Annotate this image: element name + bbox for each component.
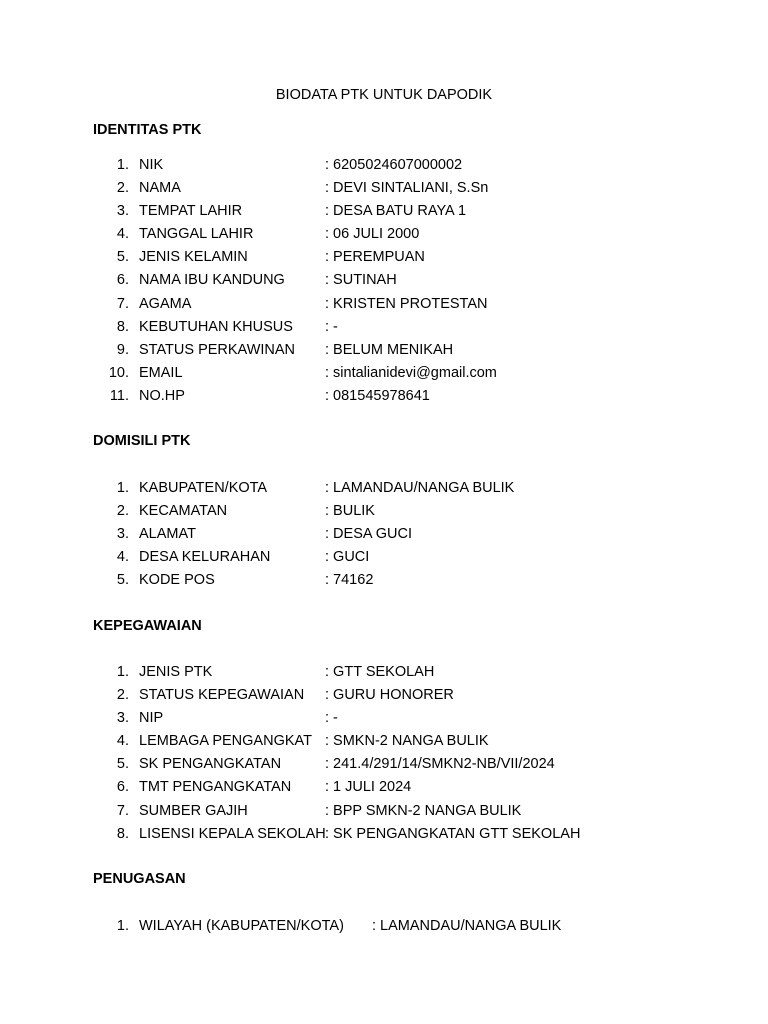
kepegawaian-list bbox=[0, 664, 768, 849]
item-label: ALAMAT bbox=[139, 526, 196, 543]
item-label: SK PENGANGKATAN bbox=[139, 756, 282, 773]
section-heading-identitas: IDENTITAS PTK bbox=[93, 122, 202, 138]
item-value: : BULIK bbox=[325, 503, 375, 520]
item-value: : 6205024607000002 bbox=[325, 157, 463, 173]
item-number: 4. bbox=[116, 549, 129, 566]
item-value: : SMKN-2 NANGA BULIK bbox=[325, 733, 489, 750]
list-item bbox=[0, 756, 768, 779]
list-item bbox=[0, 319, 768, 342]
item-label: WILAYAH (KABUPATEN/KOTA) bbox=[139, 918, 344, 934]
list-item bbox=[0, 388, 768, 411]
item-number: 11. bbox=[109, 387, 129, 404]
item-number: 1. bbox=[116, 480, 129, 496]
item-value: : SK PENGANGKATAN GTT SEKOLAH bbox=[325, 825, 581, 842]
item-label: AGAMA bbox=[139, 295, 192, 312]
item-label: NIP bbox=[139, 710, 164, 727]
item-number: 7. bbox=[116, 802, 129, 819]
item-label: TANGGAL LAHIR bbox=[139, 226, 254, 243]
item-number: 1. bbox=[116, 157, 129, 173]
item-number: 8. bbox=[116, 318, 129, 335]
item-label: STATUS PERKAWINAN bbox=[139, 341, 296, 358]
item-value: : KRISTEN PROTESTAN bbox=[325, 295, 488, 312]
item-number: 4. bbox=[116, 226, 129, 243]
item-number: 8. bbox=[116, 825, 129, 842]
list-item bbox=[0, 826, 768, 849]
list-item bbox=[0, 157, 768, 180]
list-item bbox=[0, 664, 768, 687]
item-number: 5. bbox=[116, 756, 129, 773]
list-item bbox=[0, 342, 768, 365]
item-label: NAMA bbox=[139, 180, 181, 197]
item-number: 3. bbox=[116, 526, 129, 543]
item-number: 7. bbox=[116, 295, 129, 312]
item-label: KABUPATEN/KOTA bbox=[139, 480, 268, 496]
item-label: STATUS KEPEGAWAIAN bbox=[139, 687, 305, 704]
item-value: : PEREMPUAN bbox=[325, 249, 425, 266]
list-item bbox=[0, 180, 768, 203]
item-number: 5. bbox=[116, 249, 129, 266]
item-value: : DESA GUCI bbox=[325, 526, 413, 543]
item-value: : 74162 bbox=[325, 572, 374, 589]
item-value: : BELUM MENIKAH bbox=[325, 341, 454, 358]
item-label: KODE POS bbox=[139, 572, 215, 589]
item-label: EMAIL bbox=[139, 364, 183, 381]
section-heading-penugasan: PENUGASAN bbox=[93, 871, 186, 887]
item-number: 5. bbox=[116, 572, 129, 589]
section-heading-kepegawaian: KEPEGAWAIAN bbox=[93, 618, 202, 634]
list-item bbox=[0, 296, 768, 319]
item-value: : GURU HONORER bbox=[325, 687, 454, 704]
list-item bbox=[0, 779, 768, 802]
list-item bbox=[0, 803, 768, 826]
item-value: : - bbox=[325, 710, 338, 727]
item-label: TMT PENGANGKATAN bbox=[139, 779, 292, 796]
item-value: : GTT SEKOLAH bbox=[325, 664, 435, 680]
item-number: 3. bbox=[116, 203, 129, 220]
identitas-list bbox=[0, 157, 768, 411]
list-item bbox=[0, 687, 768, 710]
item-value: : LAMANDAU/NANGA BULIK bbox=[372, 918, 562, 934]
item-label: LISENSI KEPALA SEKOLAH bbox=[139, 825, 326, 842]
list-item bbox=[0, 272, 768, 295]
item-label: DESA KELURAHAN bbox=[139, 549, 271, 566]
item-label: LEMBAGA PENGANGKAT bbox=[139, 733, 312, 750]
item-number: 6. bbox=[116, 272, 129, 289]
item-value: : DESA BATU RAYA 1 bbox=[325, 203, 467, 220]
list-item bbox=[0, 480, 768, 503]
item-label: NIK bbox=[139, 157, 164, 173]
item-label: NAMA IBU KANDUNG bbox=[139, 272, 285, 289]
item-value: : 06 JULI 2000 bbox=[325, 226, 420, 243]
item-number: 9. bbox=[116, 341, 129, 358]
item-number: 10. bbox=[108, 364, 129, 381]
item-value: : 1 JULI 2024 bbox=[325, 779, 412, 796]
section-heading-domisili: DOMISILI PTK bbox=[93, 433, 191, 449]
penugasan-list bbox=[0, 918, 768, 941]
item-number: 2. bbox=[116, 503, 129, 520]
item-label: JENIS KELAMIN bbox=[139, 249, 248, 266]
item-value: : sintalianidevi@gmail.com bbox=[325, 364, 497, 381]
item-label: JENIS PTK bbox=[139, 664, 213, 680]
item-value: : DEVI SINTALIANI, S.Sn bbox=[325, 180, 489, 197]
list-item bbox=[0, 733, 768, 756]
item-label: SUMBER GAJIH bbox=[139, 802, 248, 819]
item-value: : 241.4/291/14/SMKN2-NB/VII/2024 bbox=[325, 756, 555, 773]
item-label: NO.HP bbox=[139, 387, 185, 404]
list-item bbox=[0, 226, 768, 249]
item-value: : BPP SMKN-2 NANGA BULIK bbox=[325, 802, 522, 819]
item-value: : GUCI bbox=[325, 549, 370, 566]
item-number: 2. bbox=[116, 180, 129, 197]
list-item bbox=[0, 249, 768, 272]
item-value: : 081545978641 bbox=[325, 387, 430, 404]
item-number: 4. bbox=[116, 733, 129, 750]
item-label: KEBUTUHAN KHUSUS bbox=[139, 318, 293, 335]
list-item bbox=[0, 365, 768, 388]
list-item bbox=[0, 526, 768, 549]
domisili-list bbox=[0, 480, 768, 595]
item-number: 6. bbox=[116, 779, 129, 796]
item-value: : - bbox=[325, 318, 338, 335]
item-label: KECAMATAN bbox=[139, 503, 228, 520]
item-value: : SUTINAH bbox=[325, 272, 397, 289]
item-number: 3. bbox=[116, 710, 129, 727]
list-item bbox=[0, 549, 768, 572]
document-title: BIODATA PTK UNTUK DAPODIK bbox=[275, 87, 493, 103]
item-label: TEMPAT LAHIR bbox=[139, 203, 243, 220]
item-number: 1. bbox=[116, 918, 129, 934]
list-item bbox=[0, 503, 768, 526]
item-number: 2. bbox=[116, 687, 129, 704]
list-item bbox=[0, 572, 768, 595]
list-item bbox=[0, 918, 768, 941]
item-number: 1. bbox=[116, 664, 129, 680]
item-value: : LAMANDAU/NANGA BULIK bbox=[325, 480, 515, 496]
list-item bbox=[0, 710, 768, 733]
list-item bbox=[0, 203, 768, 226]
